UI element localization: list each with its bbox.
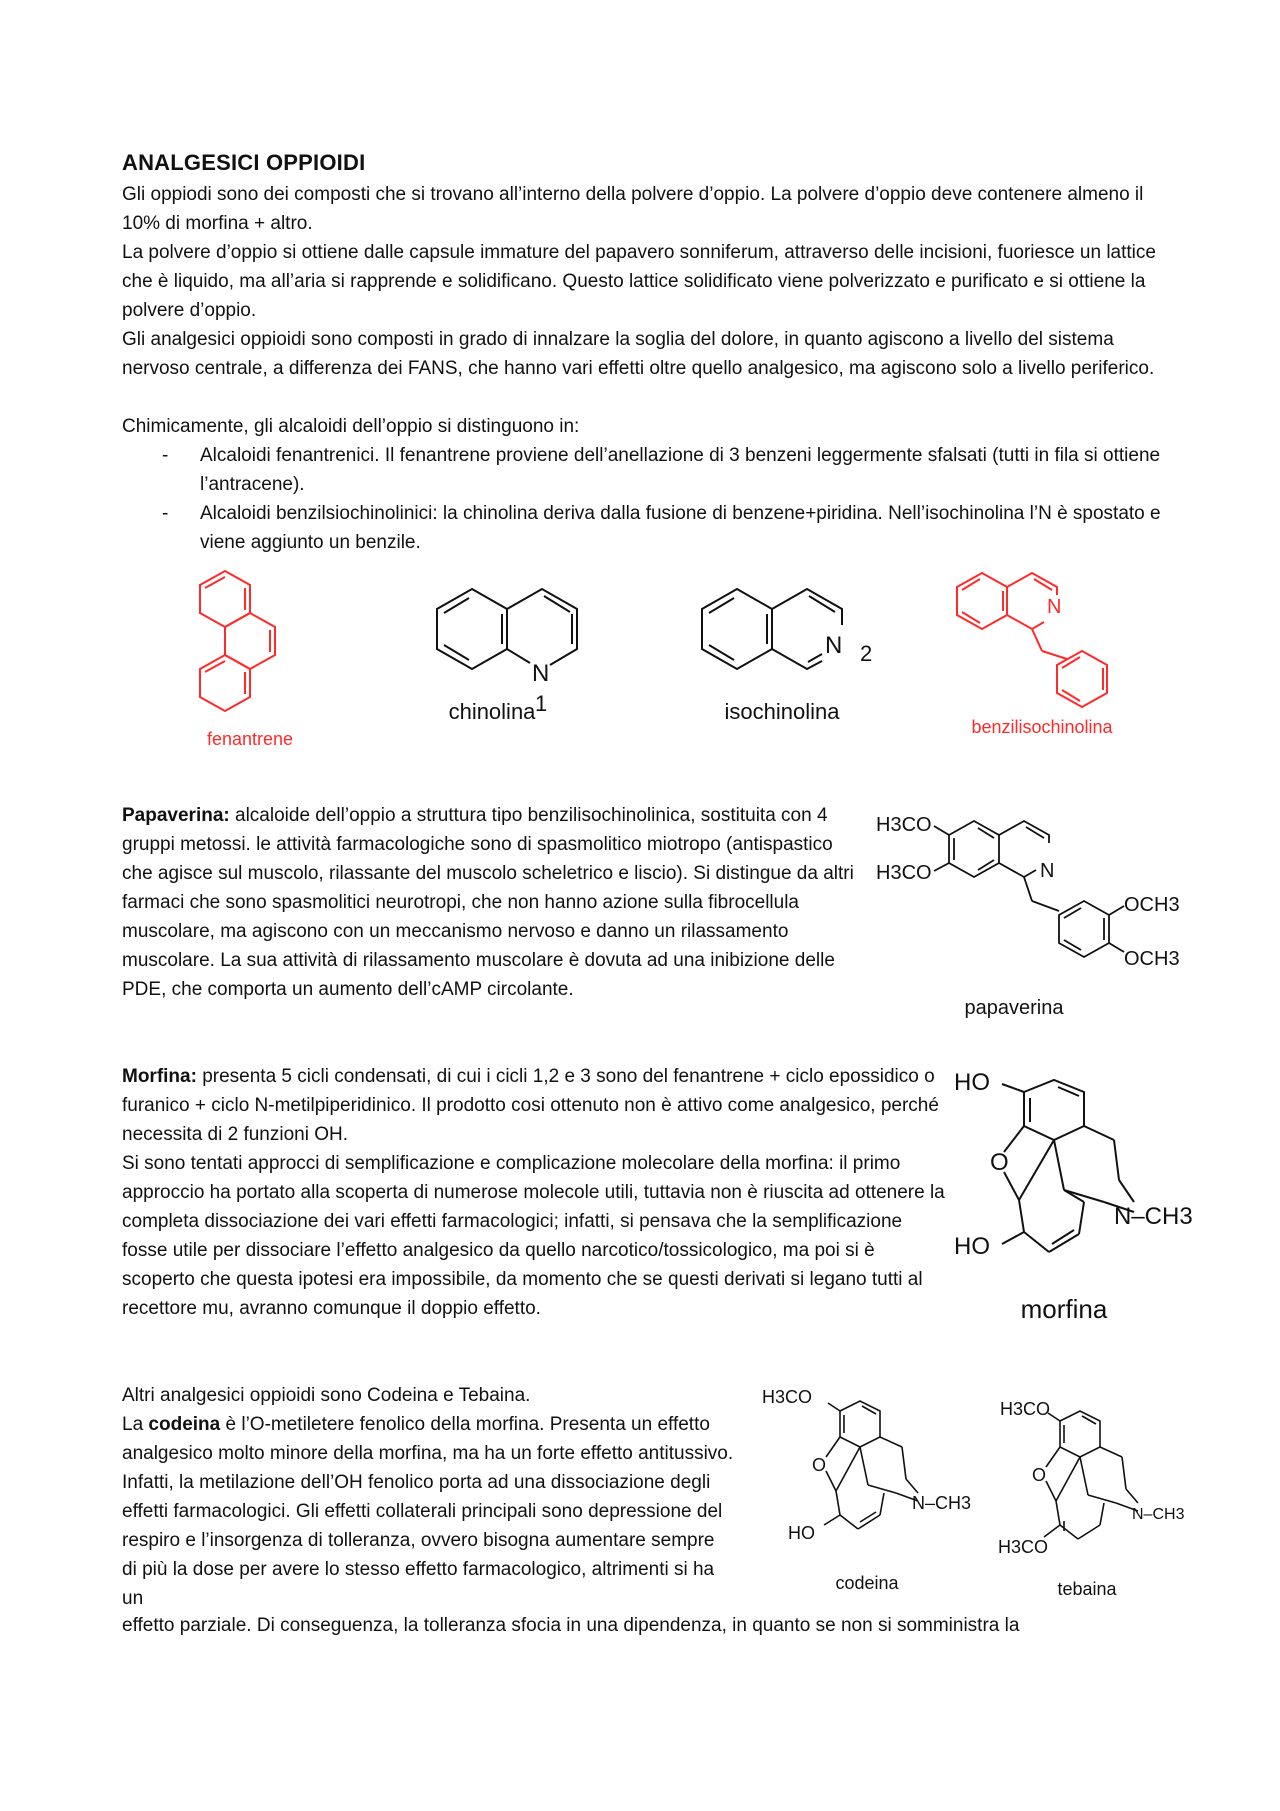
papaverina-text: alcaloide dell’oppio a struttura tipo benzilisochinolinica, sostituita con 4 gruppi metossi. le attività farmacologiche sono di spasmolitico miotropo (antispastico che agisce sul muscolo, rilassante del muscolo scheletrico e liscio). Si distingue da altri farmaci che sono spasmolitici neurotropi, che non hanno azione sulla fibrocellula muscolare, ma agiscono con un meccanismo nervoso e danno un rilassamento muscolare. La sua attività di rilassamento muscolare è dovuta ad una inibizione delle PDE, che comporta un aumento dell’cAMP circolante. [122, 805, 854, 1000]
morfina-paragraph-2: Si sono tentati approcci di semplificazione e complicazione molecolare della morfina: il primo approccio ha portato alla scoperta di numerose molecole utili, tuttavia non è riuscita ad ottenere la completa dissociazione dei vari effetti farmacologici; infatti, si pensava che la semplificazione fosse utile per dissociare l’effetto analgesico da quello narcotico/tossicologico, ma poi si è scoperto che questa ipotesi era impossibile, da momento che se questi derivati si legano tutti al recettore mu, avranno comunque il doppio effetto. [122, 1153, 945, 1319]
morfina-caption: morfina [1020, 1294, 1108, 1324]
papaverina-paragraph [122, 801, 862, 1004]
morfina-text-1: presenta 5 cicli condensati, di cui i cicli 1,2 e 3 sono del fenantrene + ciclo epossidico o furanico + ciclo N-metilpiperidinico. Il prodotto cosi ottenuto non è attivo come analgesico, perché necessita di 2 funzioni OH. [122, 1066, 939, 1145]
papaverina-label: Papaverina: [122, 805, 230, 826]
codeina-caption: codeina [835, 1573, 899, 1593]
tebaina-o-label: O [1032, 1465, 1047, 1485]
codeina-nch3-label: N–CH3 [912, 1493, 972, 1513]
list-item [122, 499, 1162, 557]
fenantrene-caption: fenantrene [206, 729, 294, 749]
benzilisochinolina-structure [952, 563, 1152, 737]
classification-intro: Chimicamente, gli alcaloidi dell’oppio si distinguono in: [122, 416, 580, 437]
isochinolina-structure [682, 581, 902, 724]
benzilisochinolina-caption: benzilisochinolina [971, 717, 1113, 737]
list-item-text: Alcaloidi fenantrenici. Il fenantrene proviene dell’anellazione di 3 benzeni leggermente sfalsati (tutti in fila si ottiene l’antracene). [200, 445, 1161, 495]
fenantrene-structure [170, 563, 330, 763]
codeina-paragraph [122, 1410, 734, 1613]
tebaina-h3co-label-1: H3CO [1000, 1399, 1051, 1419]
isochinolina-caption: isochinolina [724, 699, 840, 724]
structures-row [122, 563, 1162, 793]
altri-section [122, 1381, 1185, 1611]
papaverina-drawing [874, 801, 1180, 1001]
intro-paragraph-1: Gli oppiodi sono dei composti che si trovano all’interno della polvere d’oppio. La polvere d’oppio deve contenere almeno il 10% di morfina + altro. [122, 184, 1144, 234]
list-item-text: Alcaloidi benzilsiochinolinici: la chinolina deriva dalla fusione di benzene+piridina. Nell’isochinolina l’N è spostato e viene aggiunto un benzile. [200, 503, 1161, 553]
benzil-n-label: N [1047, 596, 1062, 618]
papaverina-group-4: OCH3 [1124, 948, 1180, 970]
chinolina-position-label: 1 [535, 691, 548, 716]
tebaina-nch3-label: N–CH3 [1132, 1506, 1185, 1523]
isochinolina-position-label: 2 [860, 641, 873, 666]
morfina-ho-1: HO [954, 1069, 990, 1096]
papaverina-group-2: H3CO [876, 862, 932, 884]
papaverina-group-1: H3CO [876, 814, 932, 836]
isochinolina-drawing [682, 581, 902, 701]
codeina-tebaina-figure [762, 1381, 1185, 1613]
document-page [122, 150, 1193, 1640]
list-item [122, 441, 1162, 499]
list-dash: - [162, 445, 169, 466]
intro-paragraph-3: Gli analgesici oppioidi sono composti in grado di innalzare la soglia del dolore, in quanto agiscono a livello del sistema nervoso centrale, a differenza dei FANS, che hanno vari effetti oltre quello analgesico, ma agiscono solo a livello periferico. [122, 329, 1155, 379]
morfina-figure [954, 1062, 1193, 1352]
morfina-ho-2: HO [954, 1233, 990, 1260]
chinolina-caption: chinolina [448, 699, 536, 724]
altri-line-1: Altri analgesici oppioidi sono Codeina e Tebaina. [122, 1385, 531, 1406]
intro-paragraph-2: La polvere d’oppio si ottiene dalle capsule immature del papavero sonniferum, attraverso delle incisioni, fuoriesce un lattice che è liquido, ma all’aria si rapprende e solidificano. Questo lattice solidificato viene polverizzato e purificato e si ottiene la polvere d’oppio. [122, 242, 1156, 321]
codeina-o-label: O [812, 1455, 827, 1475]
papaverina-n-label: N [1040, 860, 1055, 882]
codeina-label: codeina [148, 1414, 221, 1435]
papaverina-section [122, 801, 1180, 1033]
morfina-label: Morfina: [122, 1066, 197, 1087]
tebaina-caption: tebaina [1057, 1579, 1117, 1599]
classification-list [122, 441, 1162, 557]
morfina-section [122, 1062, 1193, 1352]
benzilisochinolina-drawing [952, 563, 1152, 723]
chinolina-n-label: N [532, 660, 550, 687]
codeina-h3co-label: H3CO [762, 1387, 813, 1407]
chinolina-drawing [422, 581, 612, 761]
codeina-pre: La [122, 1414, 149, 1435]
morfina-o-label: O [990, 1149, 1009, 1176]
codeina-ho-label: HO [788, 1523, 815, 1543]
papaverina-caption: papaverina [964, 997, 1064, 1019]
tebaina-h3co-label-2: H3CO [998, 1537, 1049, 1557]
papaverina-group-3: OCH3 [1124, 894, 1180, 916]
codeina-text: è l’O-metiletere fenolico della morfina. Presenta un effetto analgesico molto minore della morfina, ma ha un forte effetto antitussivo. Infatti, la metilazione dell’OH fenolico porta ad una dissociazione degli effetti farmacologici. Gli effetti collaterali principali sono depressione del respiro e l’insorgenza di tolleranza, ovvero bisogna aumentare sempre di più la dose per avere lo stesso effetto farmacologico, altrimenti si ha un [122, 1414, 734, 1609]
papaverina-figure [874, 801, 1180, 1031]
page-title: ANALGESICI OPPIOIDI [122, 150, 366, 175]
chinolina-structure [422, 581, 612, 761]
morfina-paragraph-1 [122, 1062, 952, 1149]
morfina-nch3-label: N–CH3 [1114, 1203, 1193, 1230]
list-dash: - [162, 503, 169, 524]
isochinolina-n-label: N [825, 632, 843, 659]
morfina-drawing [954, 1062, 1193, 1312]
altri-tail-line: effetto parziale. Di conseguenza, la tolleranza sfocia in una dipendenza, in quanto se non si somministra la [122, 1615, 1020, 1636]
